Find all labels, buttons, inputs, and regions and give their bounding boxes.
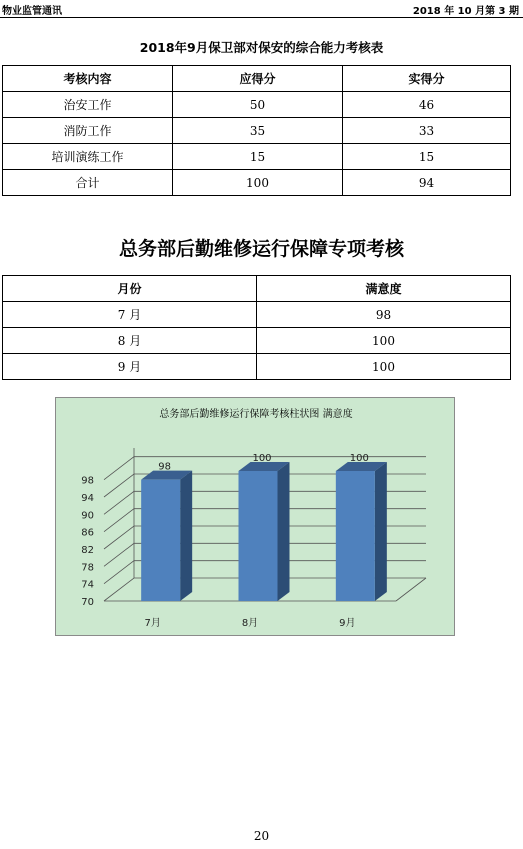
table-cell: 94 [343, 170, 511, 196]
table-row [3, 118, 511, 144]
x-axis-ticks [144, 617, 355, 629]
page-number: 20 [253, 829, 270, 843]
table-header-row [3, 66, 511, 92]
y-tick-label: 98 [81, 475, 94, 487]
table-cell: 35 [173, 118, 343, 144]
column-header: 实得分 [343, 66, 511, 92]
table-cell: 50 [173, 92, 343, 118]
column-header: 考核内容 [3, 66, 173, 92]
table-cell: 合计 [3, 170, 173, 196]
page-header [0, 0, 523, 18]
table-cell: 9 月 [3, 354, 257, 380]
table-cell: 100 [173, 170, 343, 196]
x-tick-label: 7月 [144, 618, 161, 629]
table-row [3, 170, 511, 196]
chart-bars [141, 453, 387, 601]
bar [141, 462, 192, 601]
y-axis-ticks [81, 476, 94, 608]
x-tick-label: 8月 [241, 618, 259, 629]
x-tick-label: 9月 [339, 618, 356, 629]
table-row [3, 302, 511, 328]
table-cell: 33 [343, 118, 511, 144]
bar-front [239, 471, 278, 601]
column-header: 应得分 [173, 66, 343, 92]
y-tick-label: 78 [81, 562, 94, 574]
floor-right-edge [396, 578, 426, 601]
assessment-table [2, 65, 511, 196]
table-cell: 15 [343, 144, 511, 170]
column-header: 满意度 [257, 276, 511, 302]
table-cell: 8 月 [3, 328, 257, 354]
table-cell: 100 [257, 328, 511, 354]
table-cell: 15 [173, 144, 343, 170]
table-row [3, 92, 511, 118]
table-cell: 培训演练工作 [3, 144, 173, 170]
table2-title: 总务部后勤维修运行保障专项考核 [118, 238, 404, 260]
table-cell: 46 [343, 92, 511, 118]
table-row [3, 354, 511, 380]
satisfaction-bar-chart [55, 397, 455, 636]
bar [239, 453, 290, 601]
bar-side [180, 471, 192, 601]
column-header: 月份 [3, 276, 257, 302]
table-cell: 消防工作 [3, 118, 173, 144]
y-tick-label: 70 [81, 597, 94, 608]
data-label: 100 [252, 453, 272, 464]
issue-info: 2018 年 10 月第 3 期 [412, 6, 519, 17]
data-label: 98 [158, 461, 172, 473]
bar-front [336, 471, 375, 601]
y-tick-label: 94 [81, 493, 94, 504]
table-row [3, 144, 511, 170]
y-tick-label: 82 [81, 545, 94, 556]
table-cell: 100 [257, 354, 511, 380]
y-tick-label: 86 [81, 527, 94, 539]
table-row [3, 328, 511, 354]
y-tick-label: 90 [81, 510, 94, 522]
chart-title: 总务部后勤维修运行保障考核柱状图 满意度 [159, 409, 353, 420]
table-cell: 治安工作 [3, 92, 173, 118]
bar-side [278, 462, 290, 601]
bar [336, 453, 387, 601]
chart-svg [56, 398, 456, 637]
y-tick-label: 74 [81, 579, 94, 591]
table-header-row [3, 276, 511, 302]
table-cell: 98 [257, 302, 511, 328]
bar-front [141, 480, 180, 601]
publication-name: 物业监管通讯 [2, 6, 62, 17]
table-cell: 7 月 [3, 302, 257, 328]
bar-side [375, 462, 387, 601]
satisfaction-table [2, 275, 511, 380]
data-label: 100 [349, 453, 369, 464]
table1-title: 2018年9月保卫部对保安的综合能力考核表 [139, 40, 384, 55]
